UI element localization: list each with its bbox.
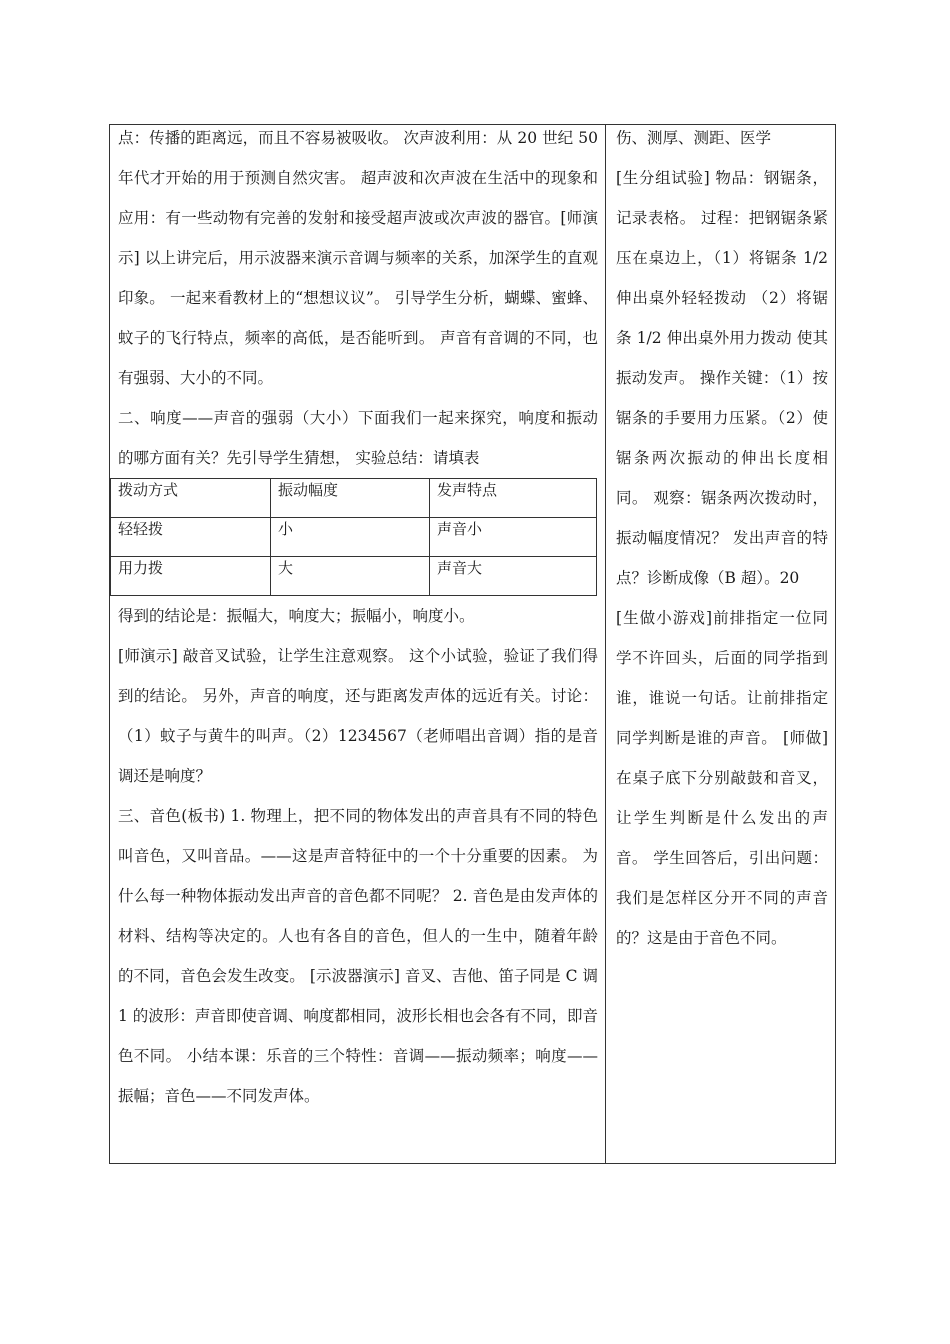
ultrasound-infrasound-paragraph: 点：传播的距离远，而且不容易被吸收。 次声波利用：从 20 世纪 50 年代才开始的用于预测自然灾害。 超声波和次声波在生活中的现象和应用：有一些动物有完善的发射和接受超声波或次声波的器官。[师演示] 以上讲完后，用示波器来演示音调与频率的关系，加深学生的直观印象。 一起来看教材上的“想想议议”。 引导学生分析，蝴蝶、蜜蜂、蚊子的飞行特点，频率的高低，是否能听到。 声音有音调的不同，也有强弱、大小的不同。 (118, 129, 598, 387)
timbre-section-paragraph: 三、音色(板书) 1. 物理上，把不同的物体发出的声音具有不同的特色叫音色，又叫音品。——这是声音特征中的一个十分重要的因素。 为什么每一种物体振动发出声音的音色都不同呢？ 2. 音色是由发声体的材料、结构等决定的。人也有各自的音色，但人的一生中，随着年龄的不同，音色会发生改变。 [示波器演示] 音叉、吉他、笛子同是 C 调 1 的波形：声音即使音调、响度都相同，波形长相也会各有不同，即音色不同。 小结本课：乐音的三个特性：音调——振动频率；响度——振幅；音色——不同发声体。 (118, 807, 598, 1105)
student-activity-column (616, 118, 828, 958)
table-cell: 轻轻拨 (111, 518, 271, 557)
loudness-section-intro: 二、响度——声音的强弱（大小）下面我们一起来探究，响度和振动的哪方面有关？先引导学生猜想， 实验总结：请填表 (118, 409, 598, 467)
table-cell: 小 (271, 518, 430, 557)
table-header-cell: 振动幅度 (271, 479, 430, 518)
teaching-content-column (118, 118, 598, 1116)
tuning-fork-demo-paragraph: [师演示] 敲音叉试验，让学生注意观察。 这个小试验，验证了我们得到的结论。 另外，声音的响度，还与距离发声体的远近有关。讨论：（1）蚊子与黄牛的叫声。（2）1234567（老师唱出音调）指的是音调还是响度？ (118, 647, 598, 785)
group-experiment-paragraph: [生分组试验] 物品：钢锯条，记录表格。 过程：把钢锯条紧压在桌边上，（1）将锯条 1/2 伸出桌外轻轻拨动 （2）将锯条 1/2 伸出桌外用力拨动 使其振动发声。 操作关键：（1）按锯条的手要用力压紧。（2）使锯条两次振动的伸出长度相同。 观察：锯条两次拨动时，振动幅度情况？ 发出声音的特点？诊断成像（B 超）。20 (616, 169, 828, 587)
table-cell: 声音大 (430, 557, 597, 596)
column-divider (605, 124, 606, 1164)
loudness-conclusion: 得到的结论是：振幅大，响度大；振幅小，响度小。 (118, 607, 475, 625)
table-row (111, 557, 597, 596)
table-cell: 大 (271, 557, 430, 596)
table-header-cell: 发声特点 (430, 479, 597, 518)
table-header-cell: 拨动方式 (111, 479, 271, 518)
table-cell: 声音小 (430, 518, 597, 557)
table-row (111, 518, 597, 557)
mini-game-paragraph: [生做小游戏]前排指定一位同学不许回头，后面的同学指到谁，谁说一句话。让前排指定同学判断是谁的声音。 [师做]在桌子底下分别敲鼓和音叉，让学生判断是什么发出的声音。 学生回答后，引出问题：我们是怎样区分开不同的声音的？这是由于音色不同。 (616, 609, 828, 947)
table-cell: 用力拨 (111, 557, 271, 596)
table-header-row (111, 479, 597, 518)
activity-continuation: 伤、测厚、测距、医学 (616, 129, 772, 147)
loudness-experiment-table (110, 478, 597, 596)
